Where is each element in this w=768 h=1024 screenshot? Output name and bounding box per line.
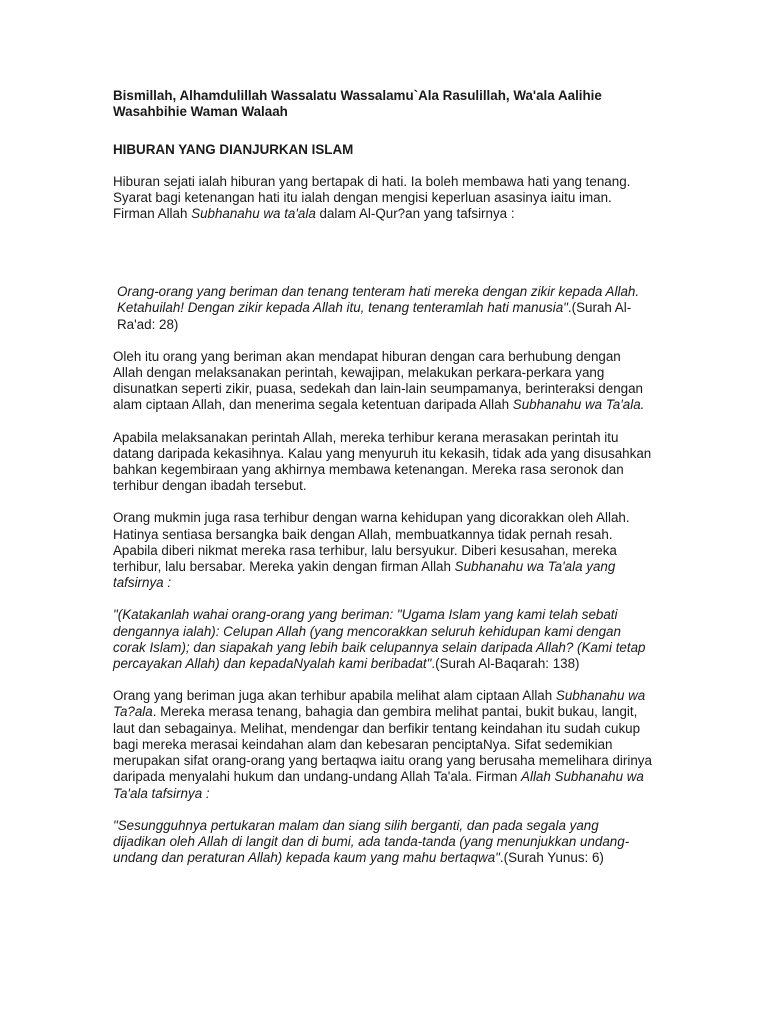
text-run: Hiburan sejati ialah hiburan yang bertapak di hati. Ia boleh membawa hati yang tenang. Syarat bagi ketenangan hati itu ialah dengan mengisi keperluan asasinya iaitu iman. Firman Allah — [113, 173, 631, 222]
quote-text: "(Katakanlah wahai orang-orang yang beriman: "Ugama Islam yang kami telah sebati dengannya ialah): Celupan Allah (yang mencorakkan seluruh kehidupan kami dengan corak Islam); dan siapakah yang lebih baik celupannya selain daripada Allah? (Kami tetap percayakan Allah) dan kepadaNyalah kami beribadat" — [113, 607, 646, 672]
text-run: dalam Al-Qur?an yang tafsirnya : — [315, 206, 515, 222]
text-run: Orang yang beriman juga akan terhibur apabila melihat alam ciptaan Allah — [113, 688, 556, 704]
text-run: . Mereka merasa tenang, bahagia dan gembira melihat pantai, bukit bukau, langit, laut dan sebagainya. Melihat, mendengar dan berfikir tentang keindahan itu sudah cukup bagi mereka merasai keindahan alam dan kebesaran penciptaNya. Sifat sedemikian merupakan sifat orang-orang yang bertaqwa iaitu orang yang berusaha memelihara dirinya daripada menyalahi hukum dan undang-undang Allah Ta'ala. Firman — [113, 704, 652, 785]
quote-text: "Sesungguhnya pertukaran malam dan siang silih berganti, dan pada segala yang dijadikan oleh Allah di langit dan di bumi, ada tanda-tanda (yang menunjukkan undang-undang dan peraturan Allah) kepada kaum yang mahu bertaqwa" — [113, 817, 630, 866]
italic-run: Subhanahu wa ta'ala — [191, 206, 316, 222]
document-title: HIBURAN YANG DIANJURKAN ISLAM — [113, 142, 354, 158]
italic-run: Subhanahu wa Ta'ala. — [512, 397, 645, 413]
quote-citation: .(Surah Yunus: 6) — [499, 850, 604, 866]
paragraph-nature — [113, 688, 653, 801]
spacer — [113, 238, 653, 284]
paragraph-mukmin — [113, 510, 653, 591]
italic-run: Subhanahu wa Ta?ala — [113, 688, 646, 720]
quote-text: Orang-orang yang beriman dan tenang tenteram hati mereka dengan zikir kepada Allah. Ketahuilah! Dengan zikir kepada Allah itu, tenang tenteramlah hati manusia" — [117, 284, 640, 316]
opening-salutation: Bismillah, Alhamdulillah Wassalatu Wassalamu`Ala Rasulillah, Wa'ala Aalihie Wasahbihie Waman Walaah — [113, 88, 602, 120]
quote-yunus — [113, 818, 653, 867]
italic-run: Subhanahu wa Ta'ala yang tafsirnya : — [113, 559, 616, 591]
paragraph-connection — [113, 349, 653, 414]
quote-citation: .(Surah Al-Baqarah: 138) — [431, 656, 580, 672]
document-page — [113, 88, 653, 882]
text-run: Orang mukmin juga rasa terhibur dengan warna kehidupan yang dicorakkan oleh Allah. Hatinya sentiasa bersangka baik dengan Allah, membuatkannya tidak pernah resah. Apabila diberi nikmat mereka rasa terhibur, lalu bersyukur. Diberi kesusahan, mereka terhibur, lalu bersabar. Mereka yakin dengan firman Allah — [113, 510, 630, 575]
text-run: Oleh itu orang yang beriman akan mendapat hiburan dengan cara berhubung dengan Allah dengan melaksanakan perintah, kewajipan, melakukan perkara-perkara yang disunatkan seperti zikir, puasa, sedekah dan lain-lain seumpamanya, berinteraksi dengan alam ciptaan Allah, dan menerima segala ketentuan daripada Allah — [113, 348, 643, 413]
paragraph-intro — [113, 174, 653, 223]
italic-run: Allah Subhanahu wa Ta'ala tafsirnya : — [113, 769, 644, 801]
quote-ar-raad — [117, 284, 653, 333]
quote-al-baqarah — [113, 607, 653, 672]
paragraph-obedience: Apabila melaksanakan perintah Allah, mereka terhibur kerana merasakan perintah itu datang daripada kekasihnya. Kalau yang menyuruh itu kekasih, tidak ada yang disusahkan bahkan kegembiraan yang akhirnya membawa ketenangan. Mereka rasa seronok dan terhibur dengan ibadah tersebut. — [113, 429, 652, 494]
quote-citation: .(Surah Al-Ra'ad: 28) — [117, 300, 632, 332]
